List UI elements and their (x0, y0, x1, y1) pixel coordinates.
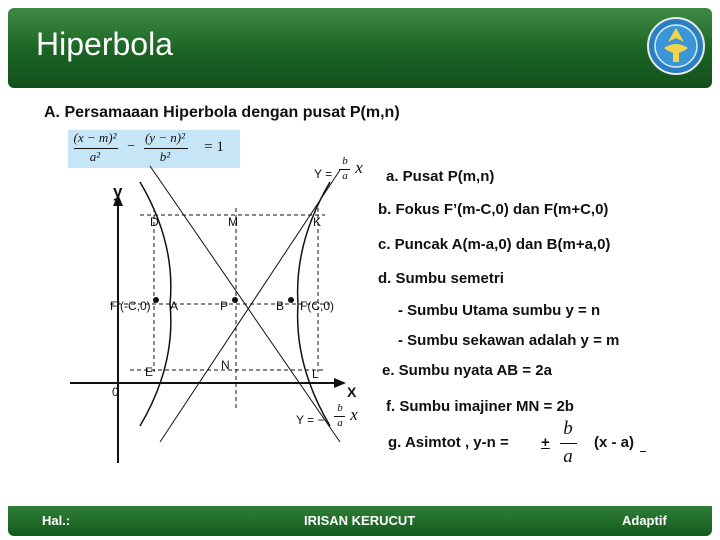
formula-denominator-1: a² (89, 149, 101, 164)
asymptote-bottom-prefix: Y = − (296, 413, 325, 427)
formula-rhs: = 1 (204, 139, 224, 155)
property-c: c. Puncak A(m-a,0) dan B(m+a,0) (378, 236, 611, 253)
property-g-underline (640, 451, 646, 452)
property-g-suffix: (x - a) (594, 434, 635, 451)
center-point (232, 297, 238, 303)
property-d: d. Sumbu semetri (378, 270, 504, 287)
page-title: Hiperbola (36, 26, 173, 62)
origin-label: 0 (112, 385, 119, 399)
axis-x-label: X (347, 384, 357, 400)
property-g-prefix: g. Asimtot , y-n = (388, 434, 509, 451)
point-a-label: A (170, 299, 179, 313)
property-d-conjugate-axis: - Sumbu sekawan adalah y = m (398, 332, 620, 349)
asymptote-bottom-numerator: b (337, 402, 343, 414)
property-g-numerator: b (563, 418, 573, 439)
footer-adaptif: Adaptif (622, 513, 667, 528)
point-k-label: K (313, 215, 322, 229)
point-n-label: N (221, 358, 230, 372)
property-d-main-axis: - Sumbu Utama sumbu y = n (398, 302, 601, 319)
property-g-denominator: a (563, 446, 573, 467)
asymptote-top-variable: x (355, 158, 363, 177)
point-p-label: P (220, 299, 229, 313)
axis-y-label: y (113, 182, 123, 201)
footer-topic: IRISAN KERUCUT (304, 513, 416, 528)
point-d-label: D (150, 215, 159, 229)
footer-page-label: Hal.: (42, 513, 71, 528)
point-m-label: M (228, 215, 238, 229)
focus-right-label: F(C,0) (300, 299, 334, 313)
formula-numerator-1: (x − m)² (73, 130, 117, 145)
point-e-label: E (145, 365, 154, 379)
vertex-right-point (288, 297, 294, 303)
asymptote-top-numerator: b (342, 155, 348, 167)
focus-left-label: F’(-C,0) (110, 299, 151, 313)
formula-denominator-2: b² (159, 149, 171, 164)
asymptote-bottom-denominator: a (337, 417, 343, 429)
property-b: b. Fokus F’(m-C,0) dan F(m+C,0) (378, 201, 609, 218)
formula-minus: − (126, 139, 136, 154)
x-axis-arrow (334, 378, 346, 388)
formula-numerator-2: (y − n)² (144, 130, 186, 145)
asymptote-top-denominator: a (342, 170, 348, 182)
property-e: e. Sumbu nyata AB = 2a (382, 362, 552, 379)
point-l-label: L (312, 367, 319, 381)
asymptote-top-prefix: Y = (314, 167, 333, 181)
property-g-bar (560, 443, 577, 444)
property-g-plus-minus: + (541, 434, 550, 451)
property-a: a. Pusat P(m,n) (386, 168, 495, 185)
asymptote-bottom-variable: x (350, 405, 358, 424)
focus-left-point (153, 297, 159, 303)
property-f: f. Sumbu imajiner MN = 2b (386, 398, 574, 415)
point-b-label: B (276, 299, 285, 313)
section-heading: A. Persamaaan Hiperbola dengan pusat P(m,n) (44, 104, 400, 121)
